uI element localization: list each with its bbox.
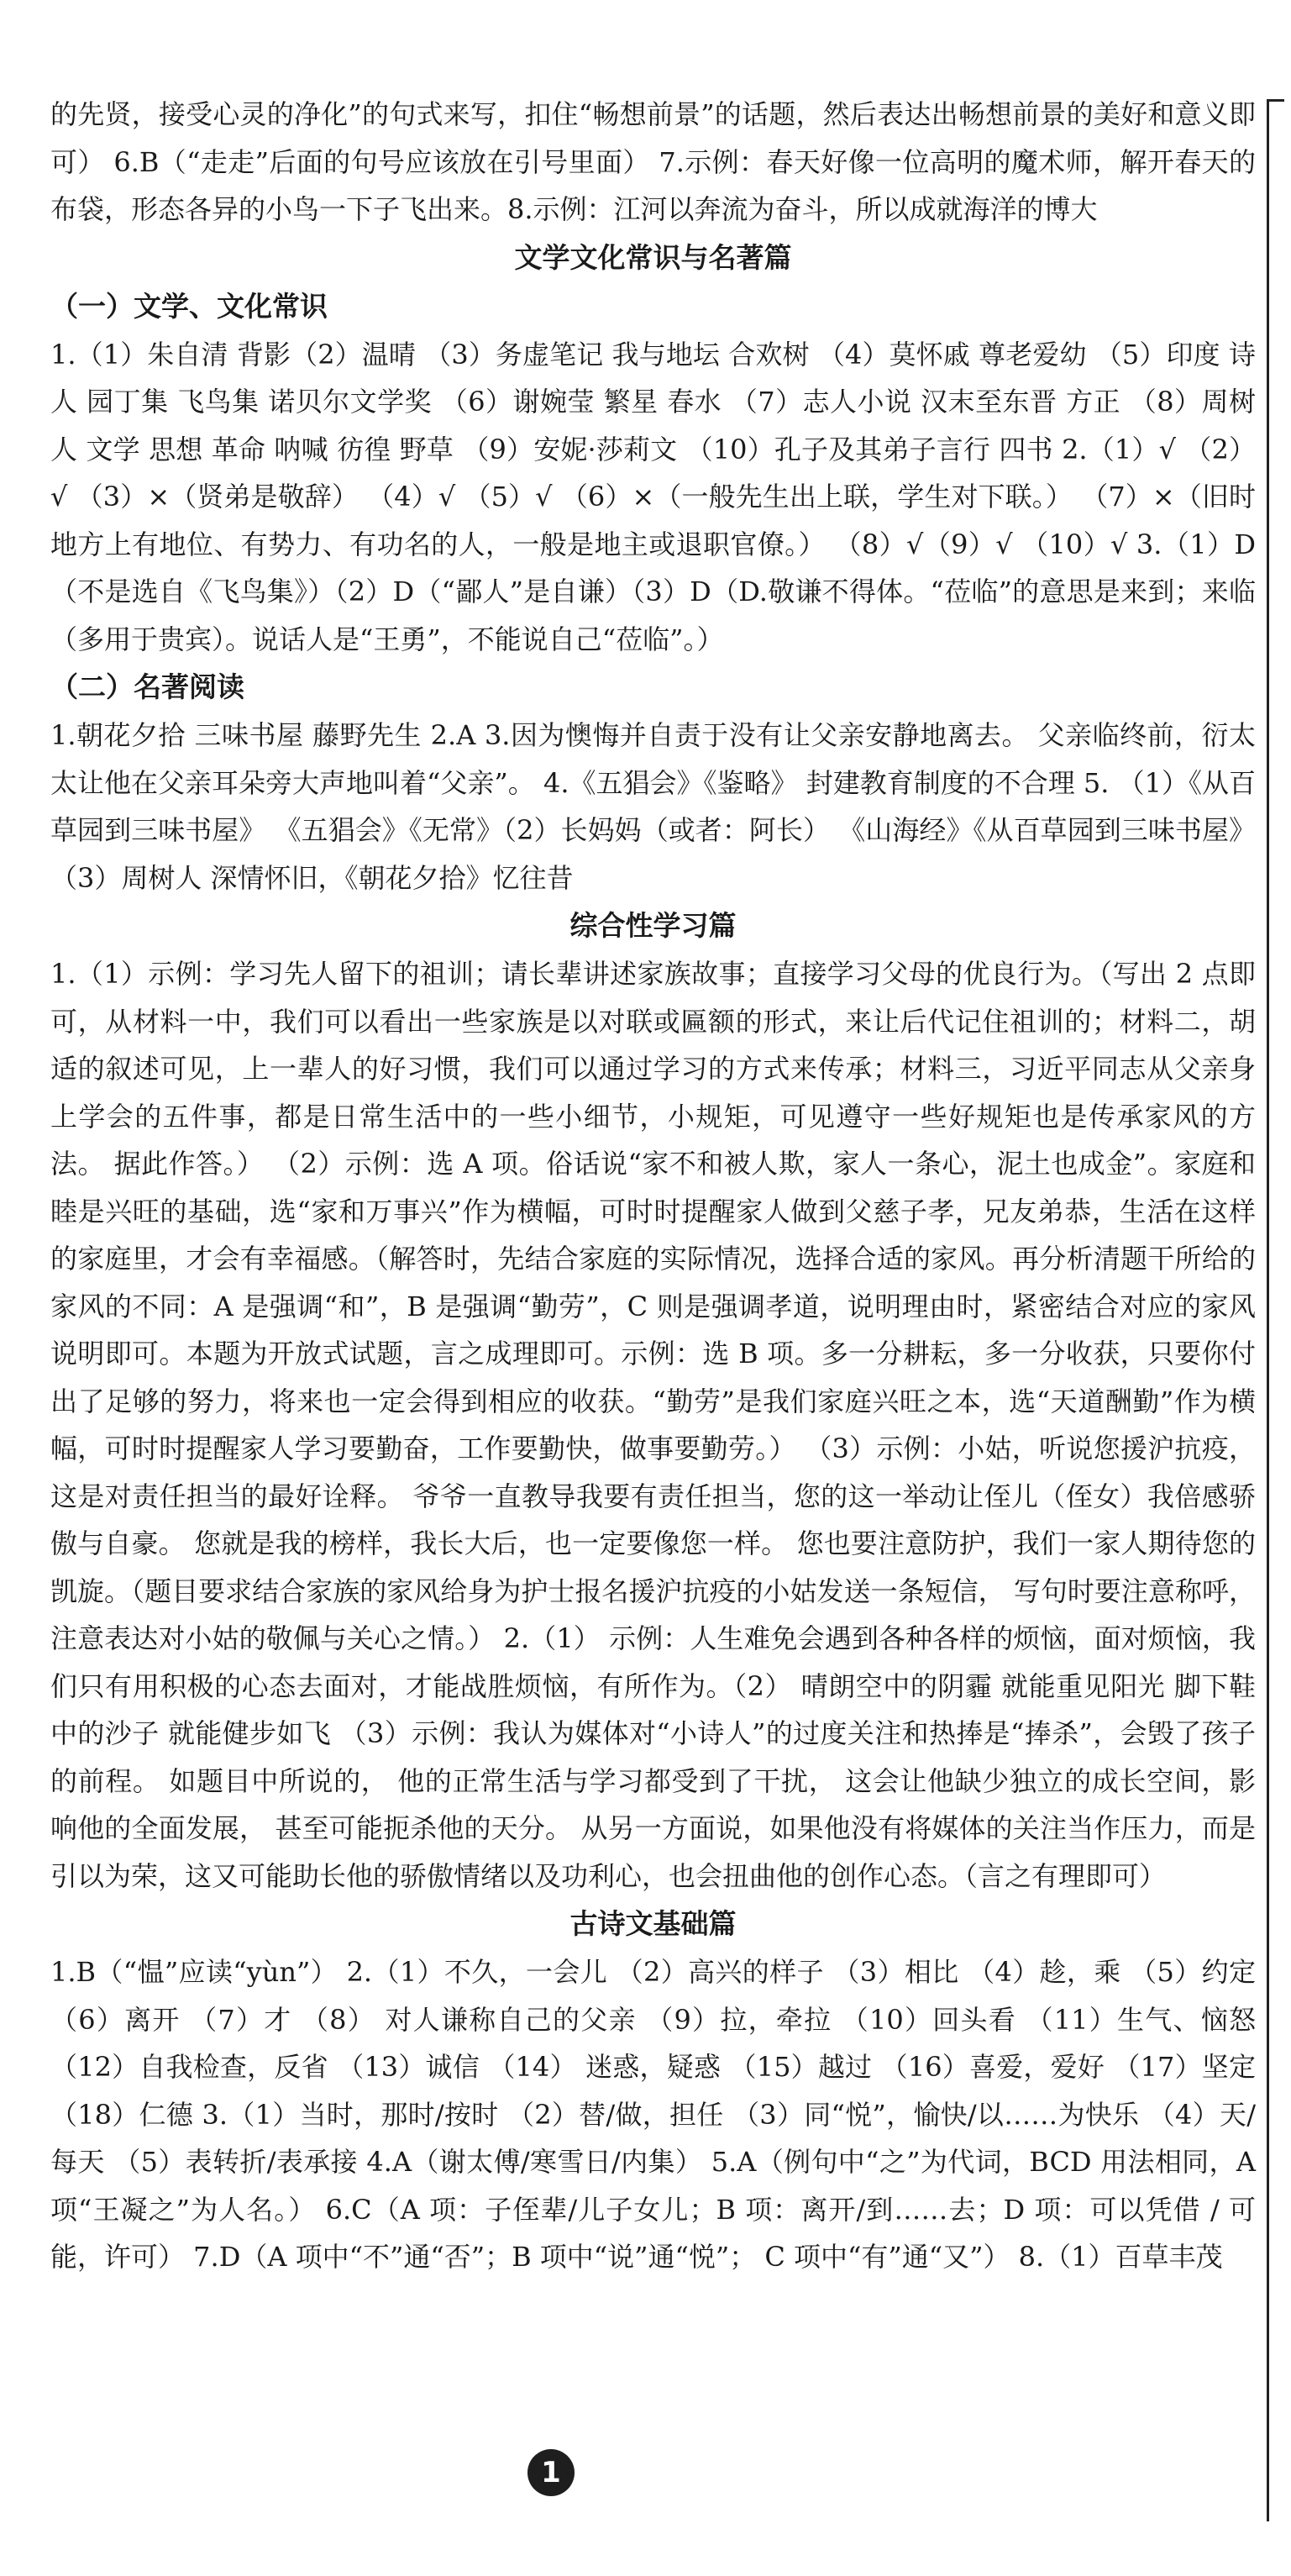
answer-content <box>50 91 1256 2281</box>
section-title-comprehensive-study: 综合性学习篇 <box>569 909 737 942</box>
common-knowledge-answers: 1.（1）朱自清 背影（2）温晴 （3）务虚笔记 我与地坛 合欢树 （4）莫怀戚 尊老爱幼 （5）印度 诗人 园丁集 飞鸟集 诺贝尔文学奖 （6）谢婉莹 繁星 春水 （7）志人小说 汉末至东晋 方正 （8）周树人 文学 思想 革命 呐喊 彷徨 野草 （9）安妮·莎莉文 （10）孔子及其弟子言行 四书 2.（1）√ （2）√ （3）×（贤弟是敬辞） （4）√ （5）√ （6）×（一般先生出上联，学生对下联。） （7）×（旧时地方上有地位、有势力、有功名的人，一般是地主或退职官僚。） （8）√（9）√ （10）√ 3.（1）D（不是选自《飞鸟集》）（2）D（“鄙人”是自谦）（3）D（D.敬谦不得体。“莅临”的意思是来到；来临（多用于贵宾）。说话人是“王勇”，不能说自己“莅临”。） <box>50 338 1256 655</box>
section-title-literature: 文学文化常识与名著篇 <box>514 240 792 274</box>
page-number-badge: 1 <box>527 2449 575 2496</box>
comprehensive-study-answers: 1.（1）示例：学习先人留下的祖训；请长辈讲述家族故事；直接学习父母的优良行为。（写出 2 点即可，从材料一中，我们可以看出一些家族是以对联或匾额的形式，来让后代记住祖训的；材料二，胡适的叙述可见，上一辈人的好习惯，我们可以通过学习的方式来传承；材料三，习近平同志从父亲身上学会的五件事，都是日常生活中的一些小细节，小规矩，可见遵守一些好规矩也是传承家风的方法。 据此作答。） （2）示例：选 A 项。俗话说“家不和被人欺，家人一条心，泥土也成金”。家庭和睦是兴旺的基础，选“家和万事兴”作为横幅，可时时提醒家人做到父慈子孝，兄友弟恭，生活在这样的家庭里，才会有幸福感。（解答时，先结合家庭的实际情况，选择合适的家风。再分析清题干所给的家风的不同：A 是强调“和”，B 是强调“勤劳”，C 则是强调孝道，说明理由时，紧密结合对应的家风说明即可。本题为开放式试题，言之成理即可。示例：选 B 项。多一分耕耘，多一分收获，只要你付出了足够的努力，将来也一定会得到相应的收获。“勤劳”是我们家庭兴旺之本，选“天道酬勤”作为横幅，可时时提醒家人学习要勤奋，工作要勤快，做事要勤劳。） （3）示例：小姑，听说您援沪抗疫，这是对责任担当的最好诠释。 爷爷一直教导我要有责任担当，您的这一举动让侄儿（侄女）我倍感骄傲与自豪。 您就是我的榜样，我长大后，也一定要像您一样。 您也要注意防护，我们一家人期待您的凯旋。（题目要求结合家族的家风给身为护士报名援沪抗疫的小姑发送一条短信， 写句时要注意称呼，注意表达对小姑的敬佩与关心之情。） 2.（1） 示例：人生难免会遇到各种各样的烦恼，面对烦恼，我们只有用积极的心态去面对，才能战胜烦恼，有所作为。（2） 晴朗空中的阴霾 就能重见阳光 脚下鞋中的沙子 就能健步如飞 （3）示例：我认为媒体对“小诗人”的过度关注和热捧是“捧杀”，会毁了孩子的前程。 如题目中所说的， 他的正常生活与学习都受到了干扰， 这会让他缺少独立的成长空间，影响他的全面发展， 甚至可能扼杀他的天分。 从另一方面说，如果他没有将媒体的关注当作压力，而是引以为荣，这又可能助长他的骄傲情绪以及功利心，也会扭曲他的创作心态。（言之有理即可） <box>50 958 1256 1892</box>
classical-poetry-answers: 1.B（“愠”应读“yùn”） 2.（1）不久，一会儿 （2）高兴的样子 （3）相比 （4）趁，乘 （5）约定 （6）离开 （7）才 （8） 对人谦称自己的父亲 （9）拉，牵拉 （10）回头看 （11）生气、恼怒 （12）自我检查，反省 （13）诚信 （14） 迷惑，疑惑 （15）越过 （16）喜爱，爱好 （17）坚定 （18）仁德 3.（1）当时，那时/按时 （2）替/做，担任 （3）同“悦”，愉快/以……为快乐 （4）天/每天 （5）表转折/表承接 4.A（谢太傅/寒雪日/内集） 5.A（例句中“之”为代词，BCD 用法相同，A 项“王凝之”为人名。） 6.C（A 项：子侄辈/儿子女儿；B 项：离开/到……去；D 项：可以凭借 / 可能，许可） 7.D（A 项中“不”通“否”；B 项中“说”通“悦”； C 项中“有”通“又”） 8.（1）百草丰茂 <box>50 1956 1256 2273</box>
section-title-classical-poetry: 古诗文基础篇 <box>569 1907 737 1940</box>
intro-paragraph: 的先贤，接受心灵的净化”的句式来写，扣住“畅想前景”的话题，然后表达出畅想前景的美好和意义即可） 6.B（“走走”后面的句号应该放在引号里面） 7.示例：春天好像一位高明的魔术师，解开春天的布袋，形态各异的小鸟一下子飞出来。8.示例：江河以奔流为奋斗，所以成就海洋的博大 <box>50 98 1256 225</box>
subsection-title-classics-reading: （二）名著阅读 <box>50 670 244 703</box>
classics-reading-answers: 1.朝花夕拾 三味书屋 藤野先生 2.A 3.因为懊悔并自责于没有让父亲安静地离去。 父亲临终前，衍太太让他在父亲耳朵旁大声地叫着“父亲”。 4.《五猖会》《鉴略》 封建教育制度的不合理 5. （1）《从百草园到三味书屋》 《五猖会》《无常》（2）长妈妈（或者：阿长） 《山海经》《从百草园到三味书屋》（3）周树人 深情怀旧，《朝花夕拾》忆往昔 <box>50 719 1256 894</box>
subsection-title-common-knowledge: （一）文学、文化常识 <box>50 289 328 323</box>
margin-bracket <box>1267 99 1284 2521</box>
